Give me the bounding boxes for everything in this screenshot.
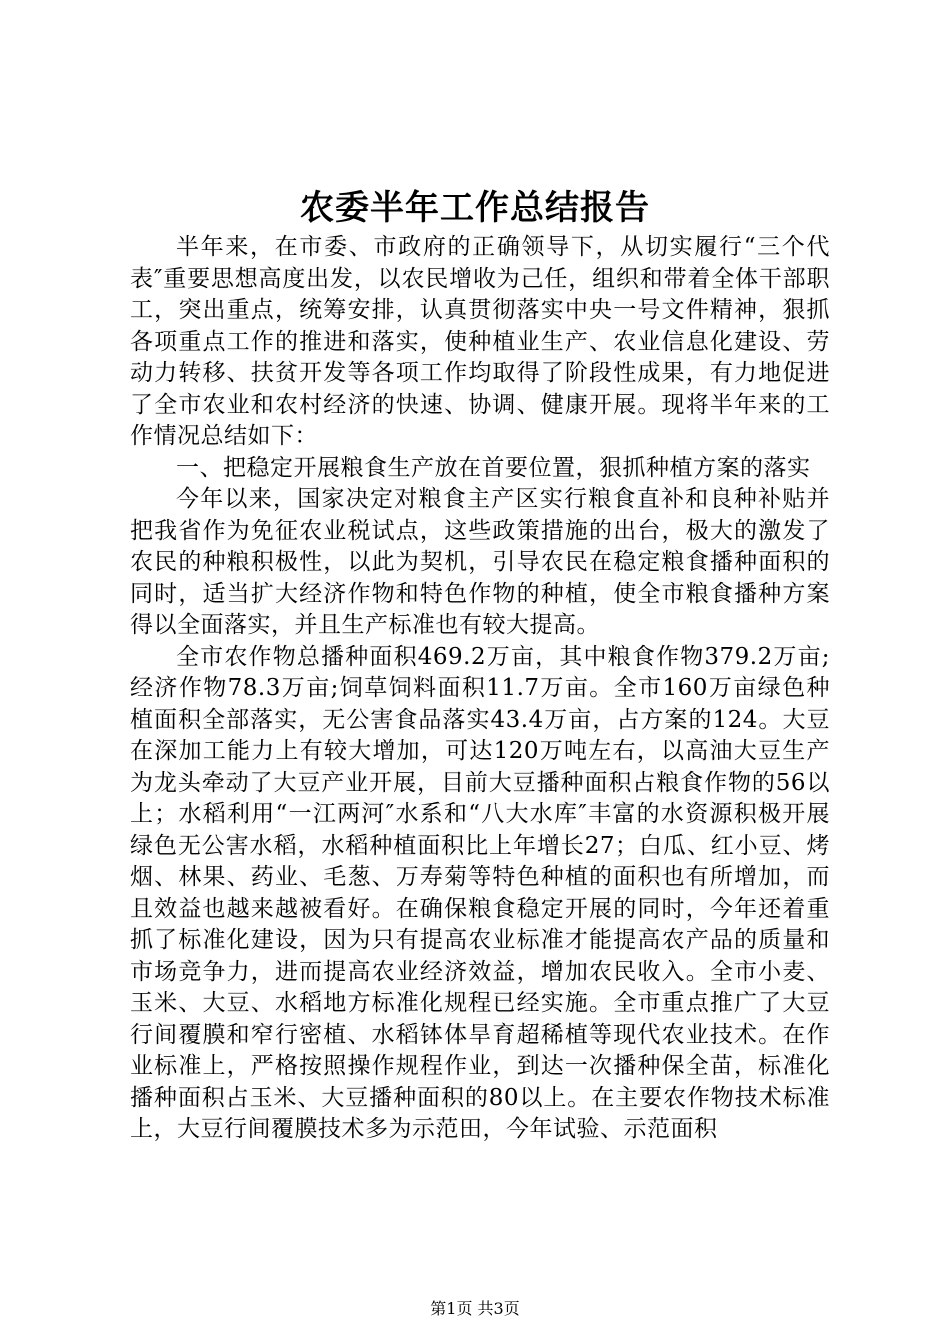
intro-paragraph: 半年来，在市委、市政府的正确领导下，从切实履行“三个代表″重要思想高度出发，以农民增收为己任，组织和带着全体干部职工，突出重点，统筹安排，认真贯彻落实中央一号文件精神，狠抓各项重点工作的推进和落实，使种植业生产、农业信息化建设、劳动力转移、扶贫开发等各项工作均取得了阶段性成果，有力地促进了全市农业和农村经济的快速、协调、健康开展。现将半年来的工作情况总结如下： bbox=[130, 234, 830, 449]
document-body bbox=[130, 232, 830, 1146]
statistics-paragraph: 全市农作物总播种面积469.2万亩，其中粮食作物379.2万亩;经济作物78.3万亩;饲草饲料面积11.7万亩。全市160万亩绿色种植面积全部落实，无公害食品落实43.4万亩，占方案的124。大豆在深加工能力上有较大增加，可达120万吨左右，以高油大豆生产为龙头牵动了大豆产业开展，目前大豆播种面积占粮食作物的56以上；水稻利用“一江两河″水系和“八大水库″丰富的水资源积极开展绿色无公害水稻，水稻种植面积比上年增长27；白瓜、红小豆、烤烟、林果、药业、毛葱、万寿菊等特色种植的面积也有所增加，而且效益也越来越被看好。在确保粮食稳定开展的同时，今年还着重抓了标准化建设，因为只有提高农业标准才能提高农产品的质量和市场竞争力，进而提高农业经济效益，增加农民收入。全市小麦、玉米、大豆、水稻地方标准化规程已经实施。全市重点推广了大豆行间覆膜和窄行密植、水稻钵体旱育超稀植等现代农业技术。在作业标准上，严格按照操作规程作业，到达一次播种保全苗，标准化播种面积占玉米、大豆播种面积的80以上。在主要农作物技术标准上，大豆行间覆膜技术多为示范田，今年试验、示范面积 bbox=[130, 643, 830, 1142]
document-title: 农委半年工作总结报告 bbox=[300, 188, 650, 228]
policy-paragraph: 今年以来，国家决定对粮食主产区实行粮食直补和良种补贴并把我省作为免征农业税试点，这些政策措施的出台，极大的激发了农民的种粮积极性，以此为契机，引导农民在稳定粮食播种面积的同时，适当扩大经济作物和特色作物的种植，使全市粮食播种方案得以全面落实，并且生产标准也有较大提高。 bbox=[130, 486, 830, 638]
page-number-footer: 第1页 共3页 bbox=[430, 1299, 520, 1318]
section-heading-1: 一、把稳定开展粮食生产放在首要位置，狠抓种植方案的落实 bbox=[176, 454, 811, 481]
